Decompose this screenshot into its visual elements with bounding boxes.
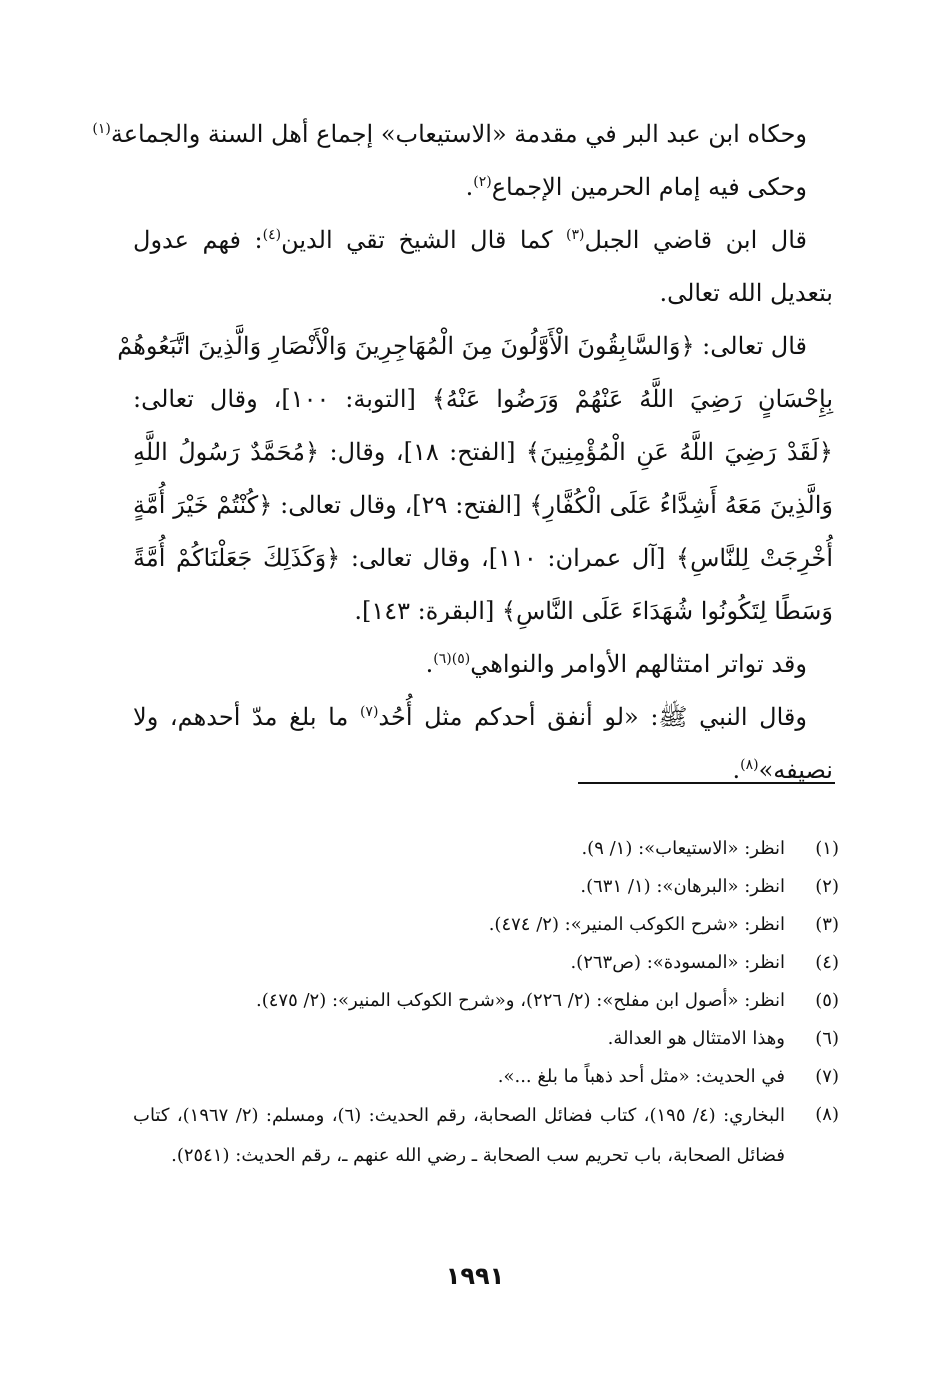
footnote-marker-8[interactable]: (٨) (740, 757, 759, 773)
footnote-text: انظر: «الاستيعاب»: (١/ ٩). (581, 838, 785, 859)
footnote-number: (٥) (815, 990, 839, 1011)
footnote-marker-5-6[interactable]: (٥)(٦) (433, 651, 471, 667)
hadith-line-2: نصيفه»$^{(٨)}$. (732, 756, 833, 784)
footnote-text: انظر: «أصول ابن مفلح»: (٢/ ٢٢٦)، و«شرح الكوكب المنير»: (٢/ ٤٧٥). (255, 990, 785, 1011)
footnote-5 (133, 982, 839, 1020)
footnote-divider (578, 782, 835, 784)
footnote-text: البخاري: (٤/ ١٩٥)، كتاب فضائل الصحابة، رقم الحديث: (٦)، ومسلم: (٢/ ١٩٦٧)، كتاب فضائل الصحابة، باب تحريم سب الصحابة ـ رضي الله عنهم ـ، رقم الحديث: (٢٥٤١). (133, 1105, 785, 1166)
quran-line-6: وَسَطًا لِتَكُونُوا شُهَدَاءَ عَلَى النَّاسِ﴾ [البقرة: ١٤٣]. (354, 597, 833, 625)
footnote-marker-7[interactable]: (٧) (359, 704, 379, 720)
footnote-2 (133, 868, 839, 906)
footnote-marker-1[interactable]: (١) (92, 121, 111, 137)
main-text (92, 108, 833, 797)
quran-line-4: وَالَّذِينَ مَعَهُ أَشِدَّاءُ عَلَى الْكُفَّارِ﴾ [الفتح: ٢٩]، وقال تعالى: ﴿كُنْتُمْ خَيْرَ أُمَّةٍ (133, 491, 833, 519)
footnote-6 (133, 1020, 839, 1058)
footnote-marker-4[interactable]: (٤) (262, 227, 282, 243)
quran-line-5: أُخْرِجَتْ لِلنَّاسِ﴾ [آل عمران: ١١٠]، وقال تعالى: ﴿وَكَذَلِكَ جَعَلْنَاكُمْ أُمَّةً (133, 544, 833, 572)
quran-line-2: بِإِحْسَانٍ رَضِيَ اللَّهُ عَنْهُمْ وَرَضُوا عَنْهُ﴾ [التوبة: ١٠٠]، وقال تعالى: (133, 385, 833, 413)
hadith-line-1: وقال النبي ﷺ: «لو أنفق أحدكم مثل أُحُد$^{(٧)}$ ما بلغ مدّ أحدهم، ولا (133, 703, 807, 731)
footnote-text: في الحديث: «مثل أحد ذهباً ما بلغ ...». (497, 1066, 785, 1087)
footnote-number: (٨) (815, 1104, 839, 1125)
footnote-text: انظر: «شرح الكوكب المنير»: (٢/ ٤٧٤). (488, 914, 785, 935)
quran-line-1: قال تعالى: ﴿وَالسَّابِقُونَ الْأَوَّلُونَ مِنَ الْمُهَاجِرِينَ وَالْأَنْصَارِ وَالَّذِينَ اتَّبَعُوهُمْ (117, 332, 807, 360)
footnote-number: (١) (815, 838, 839, 859)
footnote-marker-3[interactable]: (٣) (566, 227, 585, 243)
page-number: ١٩٩١ (445, 1262, 505, 1290)
body-line-2: وحكى فيه إمام الحرمين الإجماع$^{(٢)}$. (465, 173, 807, 201)
quran-line-3: ﴿لَقَدْ رَضِيَ اللَّهُ عَنِ الْمُؤْمِنِينَ﴾ [الفتح: ١٨]، وقال: ﴿مُحَمَّدٌ رَسُولُ اللَّهِ (133, 438, 833, 466)
footnote-7 (133, 1058, 839, 1096)
footnote-number: (٢) (815, 876, 839, 897)
footnote-number: (٤) (815, 952, 839, 973)
footnote-number: (٦) (815, 1028, 839, 1049)
footnote-marker-2[interactable]: (٢) (473, 174, 492, 190)
footnote-3 (133, 906, 839, 944)
footnote-4 (133, 944, 839, 982)
footnote-number: (٣) (815, 914, 839, 935)
footnote-1 (133, 830, 839, 868)
footnote-text: انظر: «البرهان»: (١/ ٦٣١). (580, 876, 785, 897)
body-line-4: بتعديل الله تعالى. (659, 279, 833, 307)
footnote-8 (133, 1096, 839, 1176)
body-line-11: وقد تواتر امتثالهم الأوامر والنواهي$^{(٥)(٦)}$. (425, 650, 807, 678)
body-line-3: قال ابن قاضي الجبل$^{(٣)}$ كما قال الشيخ تقي الدين$^{(٤)}$: فهم عدول (133, 226, 808, 254)
footnote-text: وهذا الامتثال هو العدالة. (607, 1028, 785, 1049)
footnotes (133, 830, 839, 1176)
footnote-number: (٧) (815, 1066, 839, 1087)
body-line-1: وحكاه ابن عبد البر في مقدمة «الاستيعاب» إجماع أهل السنة والجماعة$^{(١)}$ (92, 120, 807, 148)
footnote-text: انظر: «المسودة»: (ص٢٦٣). (570, 952, 785, 973)
